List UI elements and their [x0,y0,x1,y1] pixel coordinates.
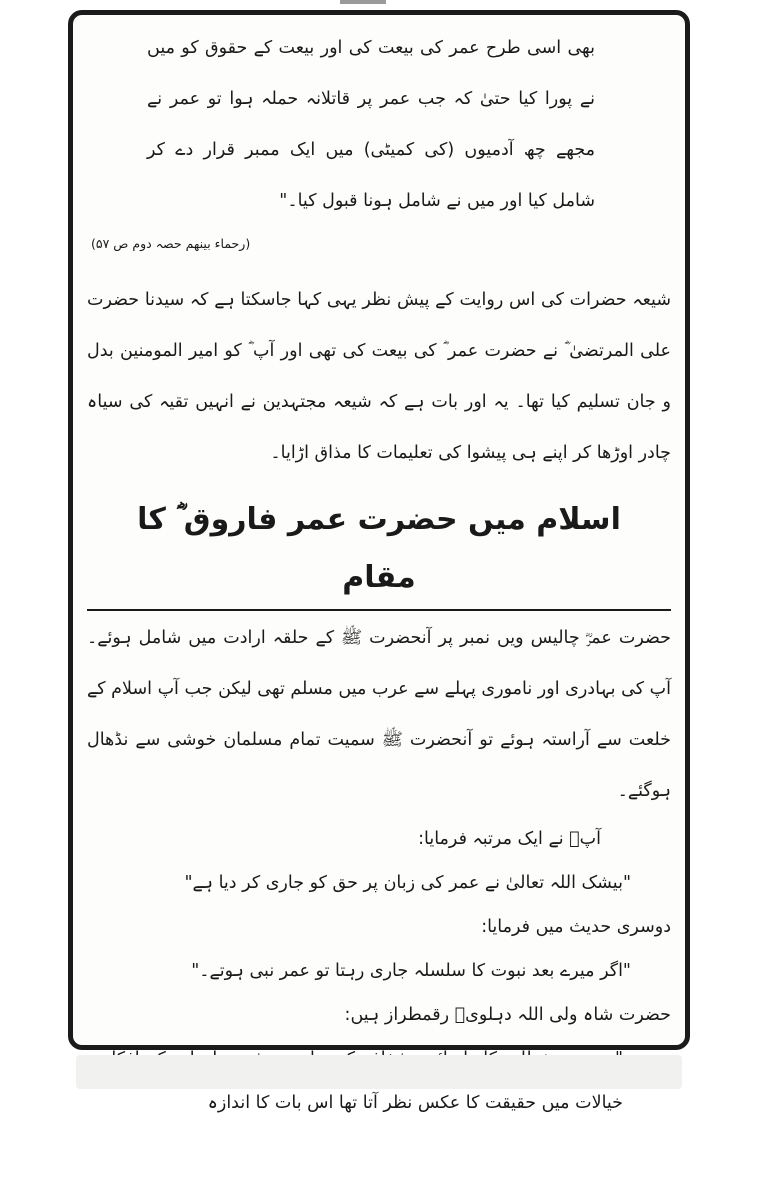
section-heading: اسلام میں حضرت عمر فاروق ؓ کا مقام [87,491,671,611]
section-heading-wrap [87,491,671,611]
page-text-area [87,23,671,1113]
line-prophet-said: آپؐ نے ایک مرتبہ فرمایا: [418,829,601,849]
top-edge-mark [340,0,386,4]
source-reference: (رحماء بینھم حصہ دوم ص ۵۷) [91,236,251,251]
line-second-hadith: دوسری حدیث میں فرمایا: [481,917,671,937]
bleed-through-shadow [76,1055,682,1089]
line-hadith-prophethood: "اگر میرے بعد نبوت کا سلسلہ جاری رہتا تو عمر نبی ہوتے۔" [191,961,631,981]
line-hadith-truth: "بیشک اللہ تعالیٰ نے عمر کی زبان پر حق کو جاری کر دیا ہے" [184,873,631,893]
opening-quote: بھی اسی طرح عمر کی بیعت کی اور بیعت کے حقوق کو میں نے پورا کیا حتیٰ کہ جب عمر پر قاتلانہ حملہ ہوا تو عمر نے مجھے چھ آدمیوں (کی کمیٹی) میں ایک ممبر قرار دے کر شامل کیا اور میں نے شامل ہونا قبول کیا۔" [147,38,595,211]
paragraph-shia-narration: شیعہ حضرات کی اس روایت کے پیش نظر یہی کہا جاسکتا ہے کہ سیدنا حضرت علی المرتضیٰ ؓ نے حضرت عمر ؓ کی بیعت کی تھی اور آپ ؓ کو امیر المومنین بدل و جان تسلیم کیا تھا۔ یہ اور بات ہے کہ شیعہ مجتہدین نے انہیں تقیہ کی سیاہ چادر اوڑھا کر اپنے ہی پیشوا کی تعلیمات کا مذاق اڑایا۔ [87,290,671,463]
page-border-frame [68,10,690,1113]
paragraph-umar-islam: حضرت عمرؓ چالیس ویں نمبر پر آنحضرت ﷺ کے حلقہ ارادت میں شامل ہوئے۔ آپ کی بہادری اور ناموری پہلے سے عرب میں مسلم تھی لیکن جب آپ اسلام کے خلعت سے آراستہ ہوئے تو آنحضرت ﷺ سمیت تمام مسلمان خوشی سے نڈھال ہوگئے۔ [87,628,671,801]
line-shah-waliullah: حضرت شاہ ولی اللہ دہلویؒ رقمطراز ہیں: [344,1005,671,1025]
closing-quote: خیالات میں حقیقت کا عکس نظر آتا تھا اس بات کا اندازہ [207,1093,623,1113]
